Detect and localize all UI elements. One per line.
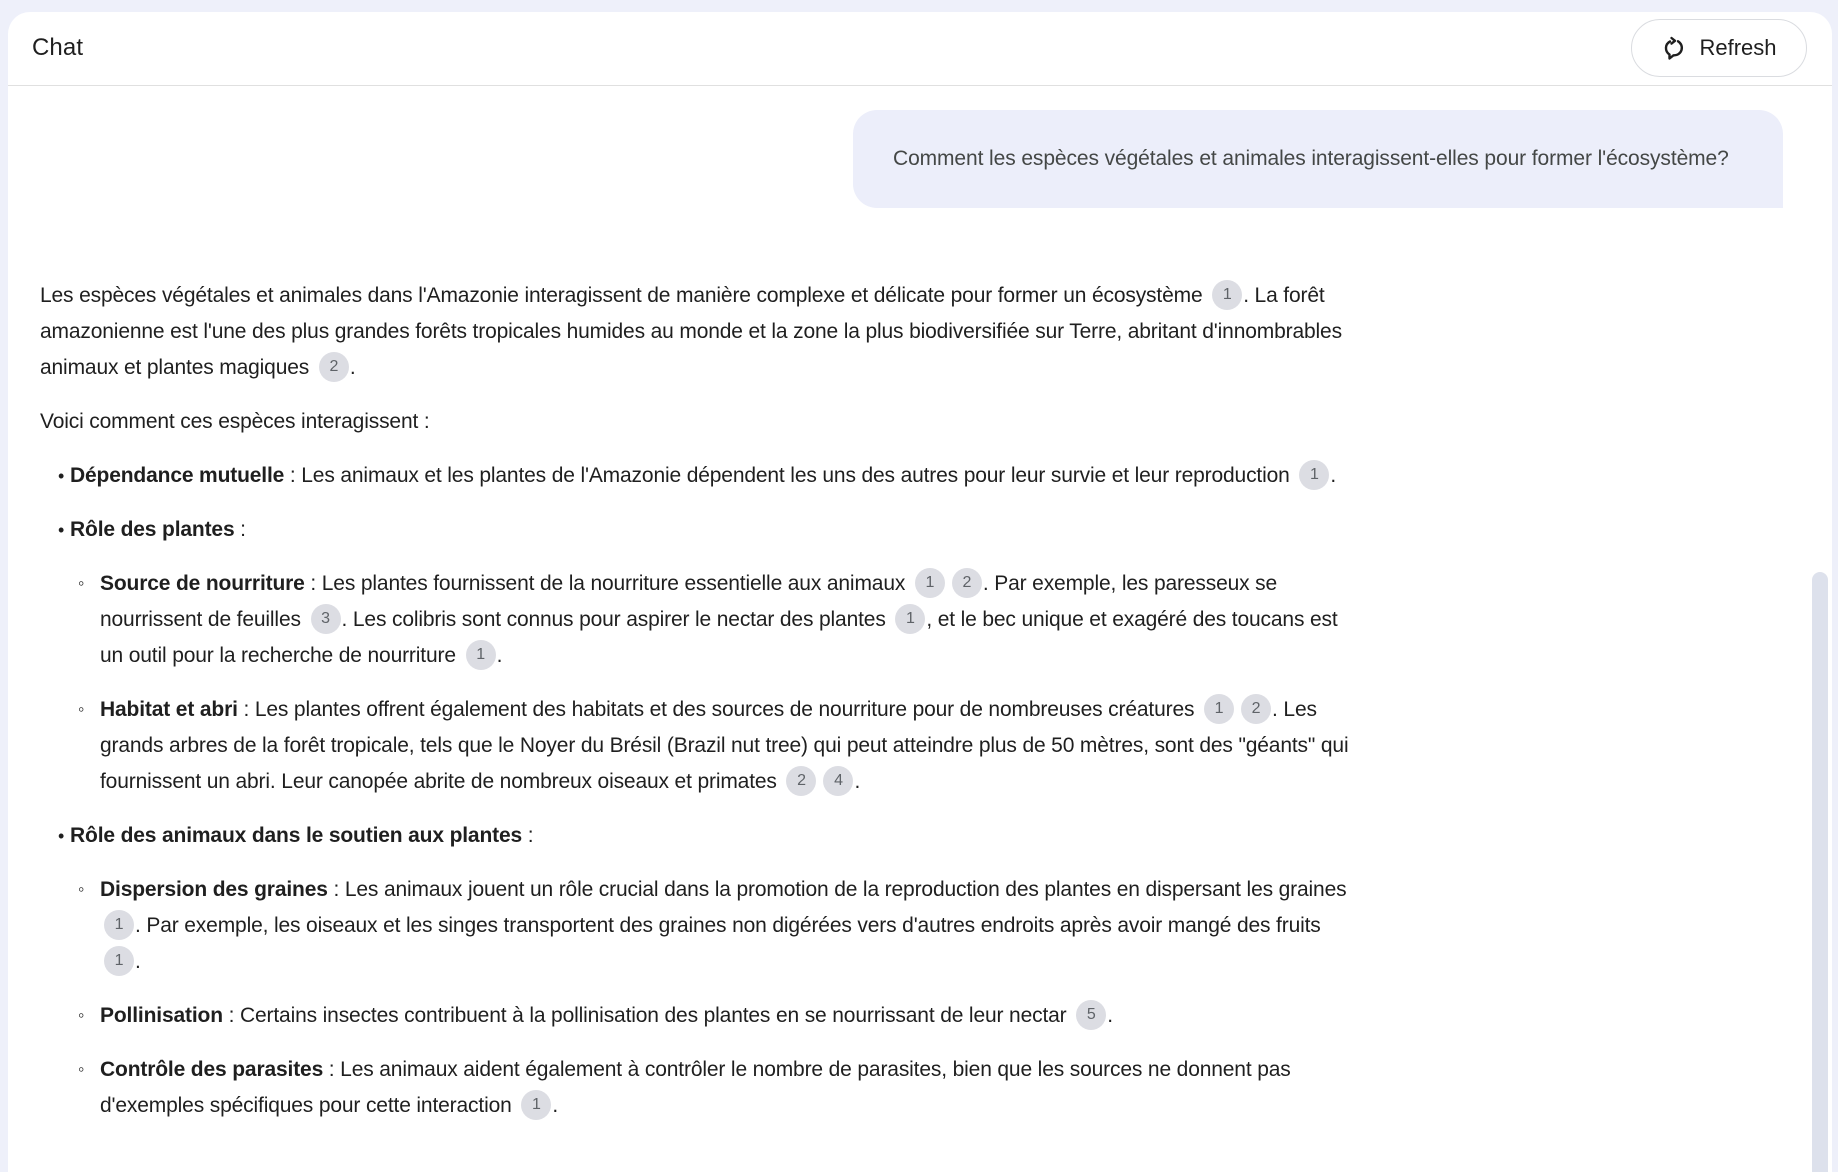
citation-chip[interactable]: 1: [1204, 694, 1234, 724]
plant-role-sublist: [70, 566, 1360, 800]
item-title: Rôle des animaux dans le soutien aux plantes: [70, 824, 523, 847]
subitem-text: .: [1107, 1004, 1113, 1027]
citation-chip[interactable]: 3: [311, 604, 341, 634]
citation-chip[interactable]: 2: [319, 352, 349, 382]
citation-chip[interactable]: 4: [823, 766, 853, 796]
sublist-item-parasite-control: [70, 1052, 1360, 1124]
sublist-item-pollination: [70, 998, 1360, 1034]
citation-chip[interactable]: 1: [1212, 280, 1242, 310]
item-sep: :: [234, 518, 246, 541]
citation-chip[interactable]: 1: [895, 604, 925, 634]
citation-chip[interactable]: 1: [466, 640, 496, 670]
list-item-animal-role: [40, 818, 1360, 1124]
citation-chip[interactable]: 1: [915, 568, 945, 598]
subitem-title: Contrôle des parasites: [100, 1058, 324, 1081]
item-title: Dépendance mutuelle: [70, 464, 285, 487]
subitem-text: . Par exemple, les oiseaux et les singes transportent des graines non digérées vers d'autres endroits après avoir mangé des fruits: [135, 914, 1321, 937]
subitem-text: Les animaux jouent un rôle crucial dans la promotion de la reproduction des plantes en dispersant les graines: [344, 878, 1347, 901]
refresh-button[interactable]: [1631, 19, 1807, 77]
subitem-text: Certains insectes contribuent à la pollinisation des plantes en se nourrissant de leur nectar: [239, 1004, 1073, 1027]
chat-refresh-icon: [1661, 35, 1687, 61]
citation-chip[interactable]: 2: [1241, 694, 1271, 724]
item-end: .: [1330, 464, 1337, 487]
subitem-text: , et le bec unique et exagéré des toucans est un outil pour la recherche de nourriture: [100, 608, 1338, 667]
intro-paragraph: [40, 278, 1360, 386]
citation-chip[interactable]: 1: [104, 946, 134, 976]
subitem-sep: :: [327, 878, 345, 901]
subitem-sep: :: [304, 572, 322, 595]
subitem-text: . Les grands arbres de la forêt tropicale, tels que le Noyer du Brésil (Brazil nut tree) qui peut atteindre plus de 50 mètres, sont des "géants" qui fournissent un abri. Leur canopée abrite de nombreux oiseaux et primates: [100, 698, 1349, 793]
sublist-item-food-source: [70, 566, 1360, 674]
user-message-text: Comment les espèces végétales et animales interagissent-elles pour former l'écosystème?: [893, 147, 1729, 170]
citation-chip[interactable]: 2: [952, 568, 982, 598]
refresh-label: Refresh: [1699, 35, 1777, 60]
assistant-response: [40, 278, 1360, 1142]
citation-chip[interactable]: 5: [1076, 1000, 1106, 1030]
intro-text-2: . La forêt amazonienne est l'une des plus grandes forêts tropicales humides au monde et la zone la plus biodiversifiée sur Terre, abritant d'innombrables animaux et plantes magiques: [40, 284, 1342, 379]
subitem-text: .: [552, 1094, 559, 1117]
chat-messages[interactable]: [8, 86, 1832, 1172]
subitem-text: Les plantes offrent également des habitats et des sources de nourriture pour de nombreuses créatures: [254, 698, 1201, 721]
subitem-text: . Par exemple, les paresseux se nourrissent de feuilles: [100, 572, 1278, 631]
lead-paragraph: Voici comment ces espèces interagissent :: [40, 410, 430, 433]
list-item-plant-role: [40, 512, 1360, 800]
chat-header: [8, 12, 1832, 86]
subitem-text: Les animaux aident également à contrôler le nombre de parasites, bien que les sources ne donnent pas d'exemples spécifiques pour cette interaction: [100, 1058, 1291, 1117]
subitem-title: Dispersion des graines: [100, 878, 328, 901]
subitem-title: Habitat et abri: [100, 698, 238, 721]
subitem-text: .: [496, 644, 503, 667]
subitem-text: . Les colibris sont connus pour aspirer le nectar des plantes: [341, 608, 892, 631]
citation-chip[interactable]: 1: [1299, 460, 1329, 490]
item-sep: :: [522, 824, 534, 847]
subitem-text: Les plantes fournissent de la nourriture essentielle aux animaux: [321, 572, 911, 595]
list-item-mutual-dependence: [40, 458, 1360, 494]
interaction-list: [40, 458, 1360, 1124]
item-text: Les animaux et les plantes de l'Amazonie dépendent les uns des autres pour leur survie et leur reproduction: [301, 464, 1296, 487]
citation-chip[interactable]: 2: [786, 766, 816, 796]
chat-panel: [8, 12, 1832, 1172]
item-sep: :: [284, 464, 302, 487]
subitem-title: Pollinisation: [100, 1004, 223, 1027]
subitem-title: Source de nourriture: [100, 572, 305, 595]
subitem-sep: :: [323, 1058, 341, 1081]
intro-text-1: Les espèces végétales et animales dans l'Amazonie interagissent de manière complexe et délicate pour former un écosystème: [40, 284, 1209, 307]
subitem-text: .: [854, 770, 861, 793]
item-title: Rôle des plantes: [70, 518, 235, 541]
citation-chip[interactable]: 1: [104, 910, 134, 940]
sublist-item-habitat: [70, 692, 1360, 800]
user-message-bubble: [853, 110, 1783, 208]
subitem-sep: :: [222, 1004, 240, 1027]
scrollbar-thumb[interactable]: [1812, 572, 1828, 1172]
animal-role-sublist: [70, 872, 1360, 1124]
citation-chip[interactable]: 1: [521, 1090, 551, 1120]
intro-text-3: .: [349, 356, 356, 379]
subitem-text: .: [135, 950, 141, 973]
subitem-sep: :: [237, 698, 255, 721]
page-title: Chat: [32, 34, 84, 61]
sublist-item-seed-dispersal: [70, 872, 1360, 980]
